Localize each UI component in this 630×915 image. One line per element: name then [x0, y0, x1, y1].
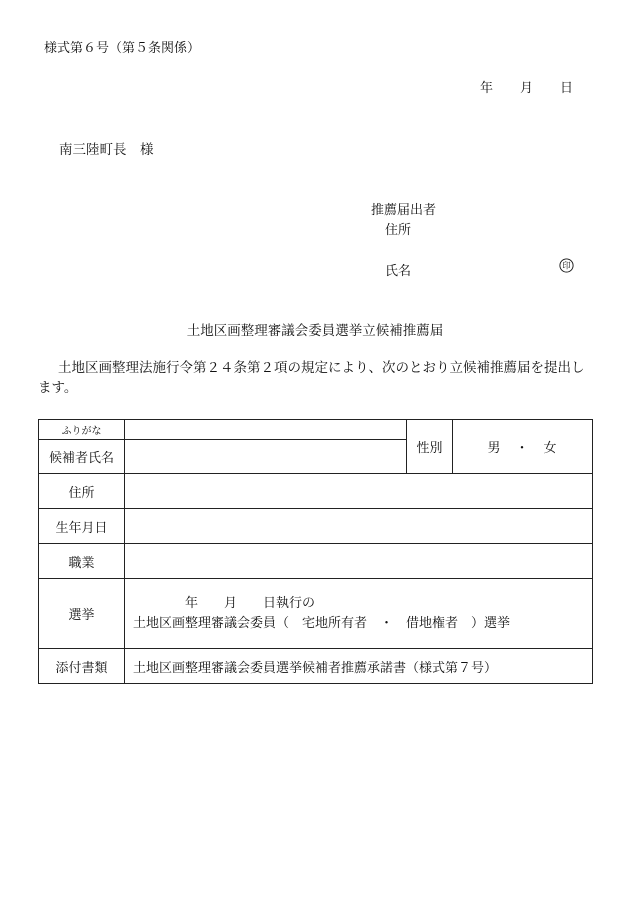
attachments-label: 添付書類 [39, 649, 125, 684]
date-line [480, 77, 573, 96]
date-year: 年 [480, 81, 494, 96]
recommendation-form-table [38, 419, 593, 684]
address-label: 住所 [39, 474, 125, 509]
submitter-heading: 推薦届出者 [371, 203, 437, 218]
birthdate-label: 生年月日 [39, 509, 125, 544]
body-text: 土地区画整理法施行令第２４条第２項の規定により、次のとおり立候補推薦届を提出します。 [38, 360, 585, 396]
gender-options[interactable]: 男 ・ 女 [453, 420, 593, 474]
addressee: 南三陸町長 様 [59, 142, 154, 158]
date-day: 日 [560, 81, 574, 96]
occupation-label: 職業 [39, 544, 125, 579]
furigana-label: ふりがな [39, 420, 125, 440]
candidate-name-label: 候補者氏名 [39, 440, 125, 474]
occupation-field[interactable] [125, 544, 593, 579]
election-label: 選挙 [39, 579, 125, 649]
form-number: 様式第６号（第５条関係） [44, 41, 201, 56]
candidate-name-field[interactable] [125, 440, 407, 474]
election-field[interactable] [125, 579, 593, 649]
seal-text: 印 [562, 261, 571, 272]
submitter-address-label: 住所 [385, 223, 412, 238]
birthdate-field[interactable] [125, 509, 593, 544]
date-month: 月 [520, 81, 534, 96]
election-type-line: 土地区画整理審議会委員（ 宅地所有者 ・ 借地権者 ）選挙 [133, 615, 511, 631]
seal-icon [559, 258, 574, 273]
gender-label: 性別 [407, 420, 453, 474]
document-title: 土地区画整理審議会委員選挙立候補推薦届 [186, 323, 444, 339]
address-field[interactable] [125, 474, 593, 509]
attachments-value: 土地区画整理審議会委員選挙候補者推薦承諾書（様式第７号） [125, 649, 593, 684]
election-date-line: 年 月 日執行の [185, 595, 316, 611]
furigana-field[interactable] [125, 420, 407, 440]
submitter-name-label: 氏名 [385, 264, 412, 279]
